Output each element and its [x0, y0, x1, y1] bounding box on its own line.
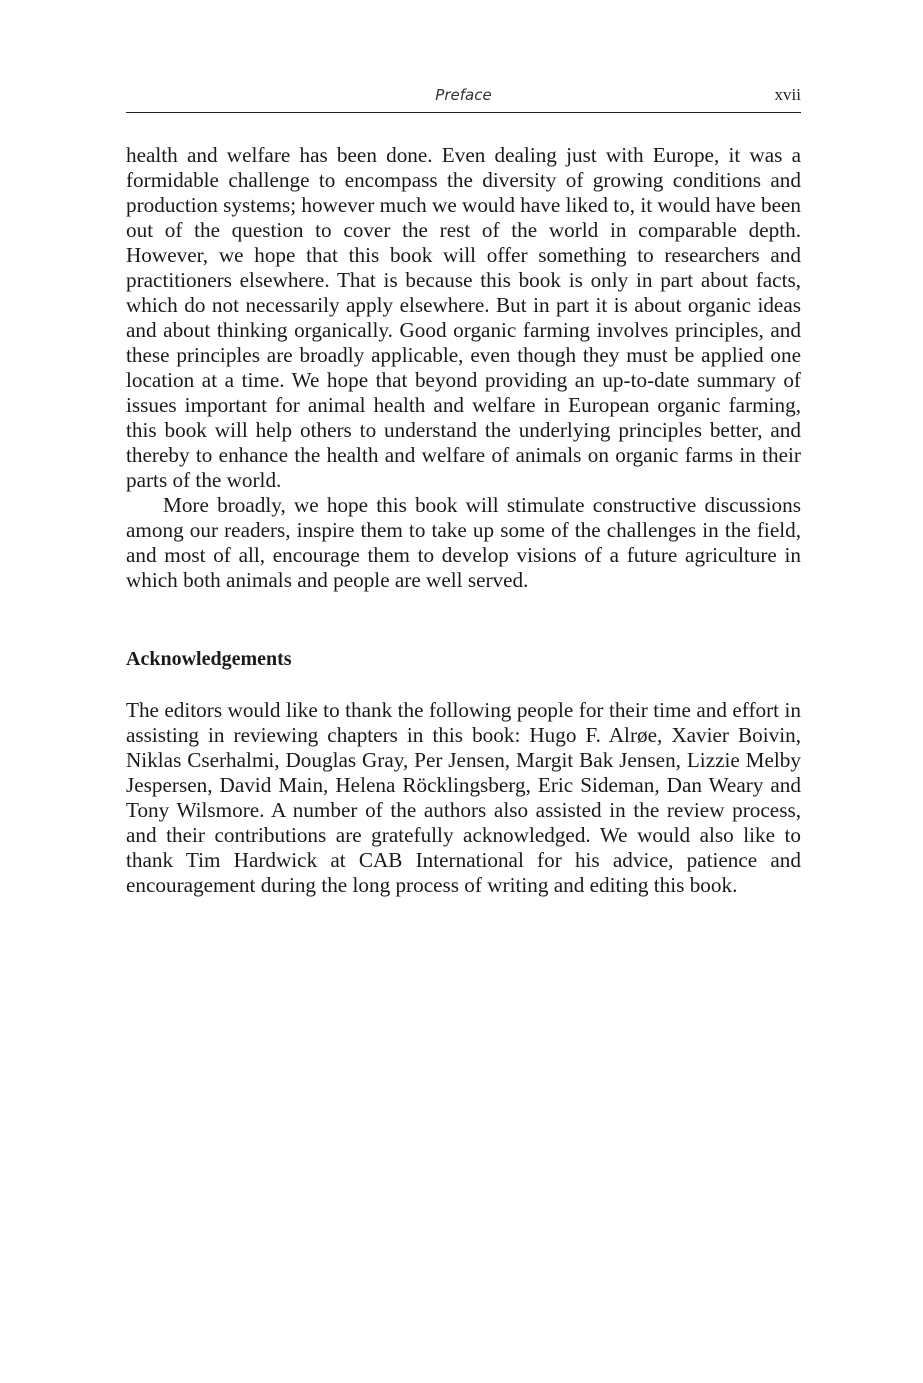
running-title: Preface — [435, 86, 492, 104]
running-header — [126, 84, 801, 113]
book-page — [126, 84, 801, 898]
page-number: xvii — [774, 85, 801, 104]
body-paragraph-2: More broadly, we hope this book will stimulate constructive discussions among our readers, inspire them to take up some of the challenges in the field, and most of all, encourage them to develop visions of a future agriculture in which both animals and people are well served. — [126, 493, 801, 592]
body-paragraph-1: health and welfare has been done. Even dealing just with Europe, it was a formidable challenge to encompass the diversity of growing conditions and production systems; however much we would have liked to, it would have been out of the question to cover the rest of the world in comparable depth. However, we hope that this book will offer something to researchers and practitioners elsewhere. That is because this book is only in part about facts, which do not necessarily apply elsewhere. But in part it is about organic ideas and about thinking organically. Good organic farming involves principles, and these principles are broadly applicable, even though they must be applied one location at a time. We hope that beyond providing an up-to-date summary of issues important for animal health and welfare in European organic farming, this book will help others to understand the underlying principles better, and thereby to enhance the health and welfare of animals on organic farms in their parts of the world. — [126, 143, 801, 492]
acknowledgements-paragraph: The editors would like to thank the following people for their time and effort in assisting in reviewing chapters in this book: Hugo F. Alrøe, Xavier Boivin, Niklas Cserhalmi, Douglas Gray, Per Jensen, Margit Bak Jensen, Lizzie Melby Jespersen, David Main, Helena Röcklingsberg, Eric Sideman, Dan Weary and Tony Wilsmore. A number of the authors also assisted in the review process, and their contributions are gratefully acknowledged. We would also like to thank Tim Hardwick at CAB International for his advice, patience and encouragement during the long process of writing and editing this book. — [126, 698, 801, 897]
section-heading-acknowledgements: Acknowledgements — [126, 648, 292, 670]
